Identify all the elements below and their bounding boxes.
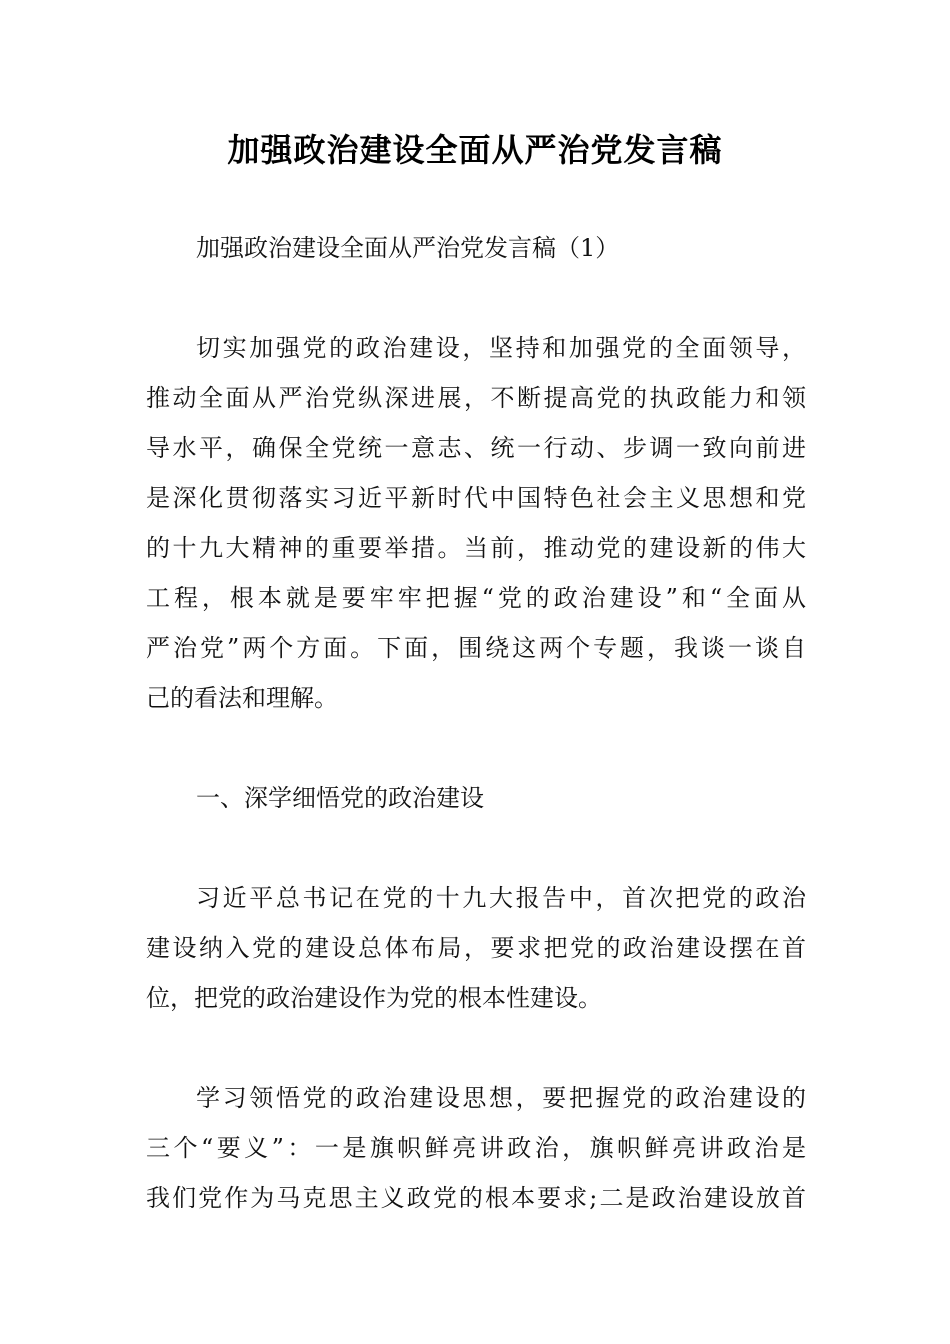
paragraph-line: 习近平总书记在党的十九大报告中，首次把党的政治 [196, 884, 806, 912]
paragraph-line: 建设纳入党的建设总体布局，要求把党的政治建设摆在首 [146, 934, 806, 962]
paragraph-line: 严治党”两个方面。下面，围绕这两个专题，我谈一谈自 [146, 634, 806, 662]
paragraph-line: 位，把党的政治建设作为党的根本性建设。 [146, 984, 602, 1012]
paragraph-line: 切实加强党的政治建设，坚持和加强党的全面领导， [196, 334, 806, 362]
paragraph-line: 是深化贯彻落实习近平新时代中国特色社会主义思想和党 [146, 484, 806, 512]
paragraph-line: 己的看法和理解。 [146, 684, 338, 712]
paragraph-line: 推动全面从严治党纵深进展，不断提高党的执政能力和领 [146, 384, 806, 412]
paragraph-line: 学习领悟党的政治建设思想，要把握党的政治建设的 [196, 1084, 806, 1112]
paragraph-line: 我们党作为马克思主义政党的根本要求;二是政治建设放首 [146, 1184, 806, 1212]
document-title: 加强政治建设全面从严治党发言稿 [227, 131, 723, 169]
paragraph-line: 工程，根本就是要牢牢把握“党的政治建设”和“全面从 [146, 584, 806, 612]
document-subtitle: 加强政治建设全面从严治党发言稿（1） [196, 234, 620, 262]
paragraph-line: 的十九大精神的重要举措。当前，推动党的建设新的伟大 [146, 534, 806, 562]
paragraph-line: 三个“要义”：一是旗帜鲜亮讲政治，旗帜鲜亮讲政治是 [146, 1134, 806, 1162]
paragraph-line: 导水平，确保全党统一意志、统一行动、步调一致向前进 [146, 434, 806, 462]
section-heading: 一、深学细悟党的政治建设 [196, 784, 484, 812]
